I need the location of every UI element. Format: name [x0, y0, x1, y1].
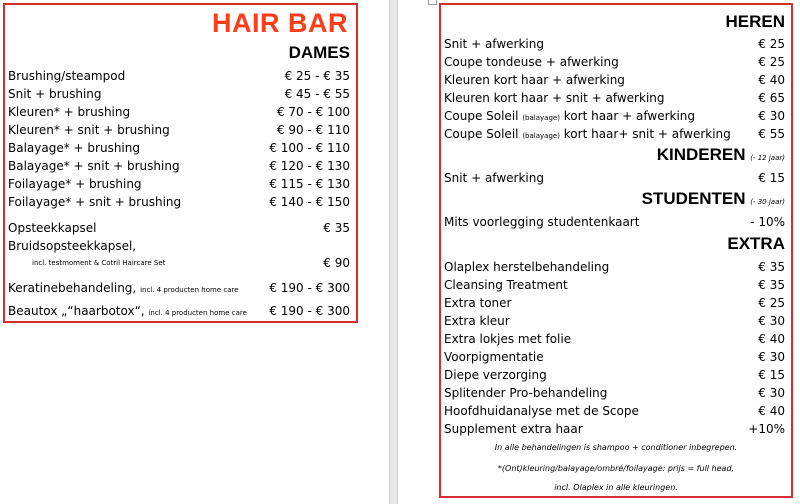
service-price: € 45 - € 55 [284, 87, 350, 101]
service-price: € 25 - € 35 [284, 69, 350, 83]
service-price: € 35 [323, 221, 350, 235]
price-row [8, 254, 350, 272]
heading-heren: HEREN [725, 12, 785, 31]
price-row [8, 139, 350, 157]
heading-kinderen-text: KINDEREN [656, 145, 746, 164]
price-row [444, 276, 785, 294]
price-row [444, 169, 785, 187]
footnote: In alle behandelingen is shampoo + conditioner inbegrepen. [494, 443, 738, 452]
service-price: € 115 - € 130 [269, 177, 350, 191]
service-price: € 90 - € 110 [276, 123, 350, 137]
service-label-note: incl. 4 producten home care [140, 286, 239, 294]
service-label: Diepe verzorging [444, 368, 547, 382]
service-label: Voorpigmentatie [444, 350, 544, 364]
service-price: € 15 [758, 171, 785, 185]
service-price: € 25 [758, 37, 785, 51]
service-label: Snit + afwerking [444, 171, 544, 185]
service-price: € 40 [758, 404, 785, 418]
service-label: Cleansing Treatment [444, 278, 568, 292]
service-price: +10% [748, 422, 785, 436]
price-row [8, 219, 350, 237]
service-label: Balayage* + brushing [8, 141, 140, 155]
service-label [8, 302, 247, 322]
price-row [444, 89, 785, 107]
service-price: € 55 [758, 127, 785, 141]
heading-extra: EXTRA [727, 234, 785, 253]
page-corner-marker [428, 0, 437, 5]
price-row [8, 302, 350, 320]
heading-studenten-note: (- 30 jaar) [750, 198, 785, 206]
footnote: incl. Olaplex in alle kleuringen. [554, 483, 678, 492]
service-price: € 40 [758, 332, 785, 346]
page-gutter [389, 0, 398, 504]
service-label: Kleuren* + snit + brushing [8, 123, 170, 137]
service-label: Mits voorlegging studentenkaart [444, 215, 640, 229]
service-label-note: incl. 4 producten home care [148, 309, 247, 317]
service-label: Splitender Pro-behandeling [444, 386, 608, 400]
service-price: € 30 [758, 109, 785, 123]
service-subnote: incl. testmoment & Cotril Haircare Set [32, 259, 166, 267]
price-row [8, 237, 350, 255]
service-label: Supplement extra haar [444, 422, 583, 436]
service-label-rest: kort haar+ snit + afwerking [563, 127, 731, 141]
price-row [8, 85, 350, 103]
price-row [444, 420, 785, 438]
service-price: € 70 - € 100 [276, 105, 350, 119]
service-price: € 190 - € 300 [269, 304, 350, 318]
service-price: € 40 [758, 73, 785, 87]
price-row [444, 125, 785, 143]
price-row [444, 312, 785, 330]
price-row [444, 330, 785, 348]
heading-kinderen-note: (- 12 jaar) [750, 154, 785, 162]
service-label: Foilayage* + snit + brushing [8, 195, 182, 209]
service-price: € 190 - € 300 [269, 281, 350, 295]
price-box-heren-extra [439, 3, 793, 498]
service-price: € 25 [758, 296, 785, 310]
service-price: € 30 [758, 350, 785, 364]
service-label-main: Keratinebehandeling, [8, 281, 137, 295]
service-price: € 30 [758, 314, 785, 328]
service-label-note: (balayage) [522, 132, 560, 140]
heading-studenten-text: STUDENTEN [641, 189, 746, 208]
service-label: Opsteekkapsel [8, 221, 97, 235]
service-price: € 15 [758, 368, 785, 382]
service-price: € 100 - € 110 [269, 141, 350, 155]
heading-studenten [642, 189, 785, 209]
service-label: Bruidsopsteekkapsel, [8, 239, 137, 253]
heading-dames: DAMES [288, 43, 350, 62]
price-row [8, 193, 350, 211]
price-row [444, 402, 785, 420]
price-row [444, 348, 785, 366]
service-label [444, 125, 731, 145]
service-label-main: Beautox „“haarbotox“, [8, 304, 145, 318]
price-row [444, 384, 785, 402]
price-row [8, 279, 350, 297]
price-row [8, 175, 350, 193]
service-price: € 35 [758, 260, 785, 274]
service-label-rest: kort haar + afwerking [563, 109, 696, 123]
price-row [444, 71, 785, 89]
price-row [8, 157, 350, 175]
service-label: Foilayage* + brushing [8, 177, 142, 191]
service-label: Balayage* + snit + brushing [8, 159, 180, 173]
price-row [444, 53, 785, 71]
price-row [444, 258, 785, 276]
footnote: *(Ont)kleuring/balayage/ombré/foilayage: prijs = full head, [497, 464, 735, 473]
service-label: Extra kleur [444, 314, 510, 328]
service-label: Extra toner [444, 296, 512, 310]
price-box-dames [3, 3, 358, 323]
service-label-note: (balayage) [522, 114, 560, 122]
service-price: € 65 [758, 91, 785, 105]
service-label: Hoofdhuidanalyse met de Scope [444, 404, 639, 418]
price-row [8, 121, 350, 139]
service-label: Kleuren kort haar + snit + afwerking [444, 91, 665, 105]
service-label-main: Coupe Soleil [444, 127, 519, 141]
service-label [8, 279, 239, 299]
service-label: Kleuren* + brushing [8, 105, 131, 119]
service-label: Brushing/steampod [8, 69, 126, 83]
price-row [444, 35, 785, 53]
price-row [444, 107, 785, 125]
service-label: Kleuren kort haar + afwerking [444, 73, 625, 87]
service-label: Olaplex herstelbehandeling [444, 260, 610, 274]
service-label-main: Coupe Soleil [444, 109, 519, 123]
service-price: € 140 - € 150 [269, 195, 350, 209]
salon-title: HAIR BAR [212, 8, 348, 38]
service-label: Snit + afwerking [444, 37, 544, 51]
service-label: Snit + brushing [8, 87, 102, 101]
service-price: € 30 [758, 386, 785, 400]
service-label: Coupe tondeuse + afwerking [444, 55, 619, 69]
service-price: € 35 [758, 278, 785, 292]
price-row [444, 366, 785, 384]
heading-kinderen [657, 145, 785, 165]
service-label [444, 107, 695, 127]
service-label: Extra lokjes met folie [444, 332, 572, 346]
service-price: - 10% [750, 215, 785, 229]
service-price: € 25 [758, 55, 785, 69]
price-row [444, 294, 785, 312]
price-row [8, 103, 350, 121]
price-row [444, 213, 785, 231]
price-row [8, 67, 350, 85]
service-price: € 120 - € 130 [269, 159, 350, 173]
service-price: € 90 [323, 256, 350, 270]
